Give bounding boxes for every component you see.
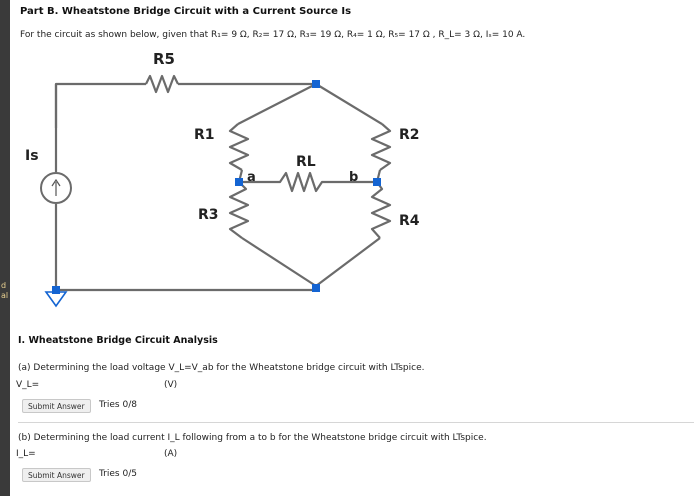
answer-a-label: V_L=	[16, 380, 40, 390]
resistor-r4	[372, 182, 390, 238]
label-node-a: a	[247, 170, 256, 185]
node-a	[235, 178, 243, 186]
submit-answer-b-button[interactable]: Submit Answer	[22, 468, 91, 482]
tries-a: Tries 0/8	[99, 400, 137, 410]
wire-top-to-r1	[238, 84, 316, 124]
wire-bottom	[56, 286, 316, 290]
answer-b-input[interactable]	[44, 450, 176, 462]
label-r3: R3	[198, 207, 219, 223]
resistor-r2	[372, 124, 390, 170]
given-values: For the circuit as shown below, given that R₁= 9 Ω, R₂= 17 Ω, R₃= 19 Ω, R₄= 1 Ω, R₅= 17 Ω , R_L= 3 Ω, Iₛ= 10 A.	[20, 30, 526, 40]
analysis-title: I. Wheatstone Bridge Circuit Analysis	[18, 335, 218, 346]
tries-b: Tries 0/5	[99, 469, 137, 479]
answer-b-label: I_L=	[16, 449, 36, 459]
node-top	[312, 80, 320, 88]
resistor-r1	[230, 124, 248, 170]
label-r1: R1	[194, 127, 215, 143]
wire-top-left	[56, 84, 146, 128]
label-r2: R2	[399, 127, 420, 143]
divider	[18, 422, 694, 423]
resistor-r5	[146, 76, 178, 92]
answer-b-unit: (A)	[164, 449, 178, 459]
problem-card	[10, 0, 700, 496]
submit-answer-a-button[interactable]: Submit Answer	[22, 399, 91, 413]
label-node-b: b	[349, 170, 359, 185]
node-bottom	[312, 284, 320, 292]
question-b: (b) Determining the load current I_L following from a to b for the Wheatstone bridge circuit with LTspice.	[18, 433, 487, 443]
wire-r4-to-bottom	[316, 238, 380, 286]
label-r4: R4	[399, 213, 420, 229]
resistor-r3	[230, 182, 248, 238]
node-b	[373, 178, 381, 186]
ground-icon	[46, 292, 66, 306]
node-ground	[52, 286, 60, 294]
answer-a-input[interactable]	[44, 381, 176, 393]
circuit-diagram	[10, 0, 700, 320]
strip-mark: d	[1, 281, 7, 290]
wire-r3-to-bottom	[242, 238, 316, 286]
strip-mark: al	[1, 291, 9, 300]
wire-top-to-r2	[316, 84, 382, 124]
label-is: Is	[25, 148, 39, 164]
question-a: (a) Determining the load voltage V_L=V_ab for the Wheatstone bridge circuit with LTspice.	[18, 363, 425, 373]
left-strip	[0, 0, 10, 496]
answer-a-unit: (V)	[164, 380, 178, 390]
label-r5: R5	[153, 50, 175, 68]
section-title: Part B. Wheatstone Bridge Circuit with a Current Source Is	[20, 6, 352, 17]
label-rl: RL	[296, 154, 316, 170]
